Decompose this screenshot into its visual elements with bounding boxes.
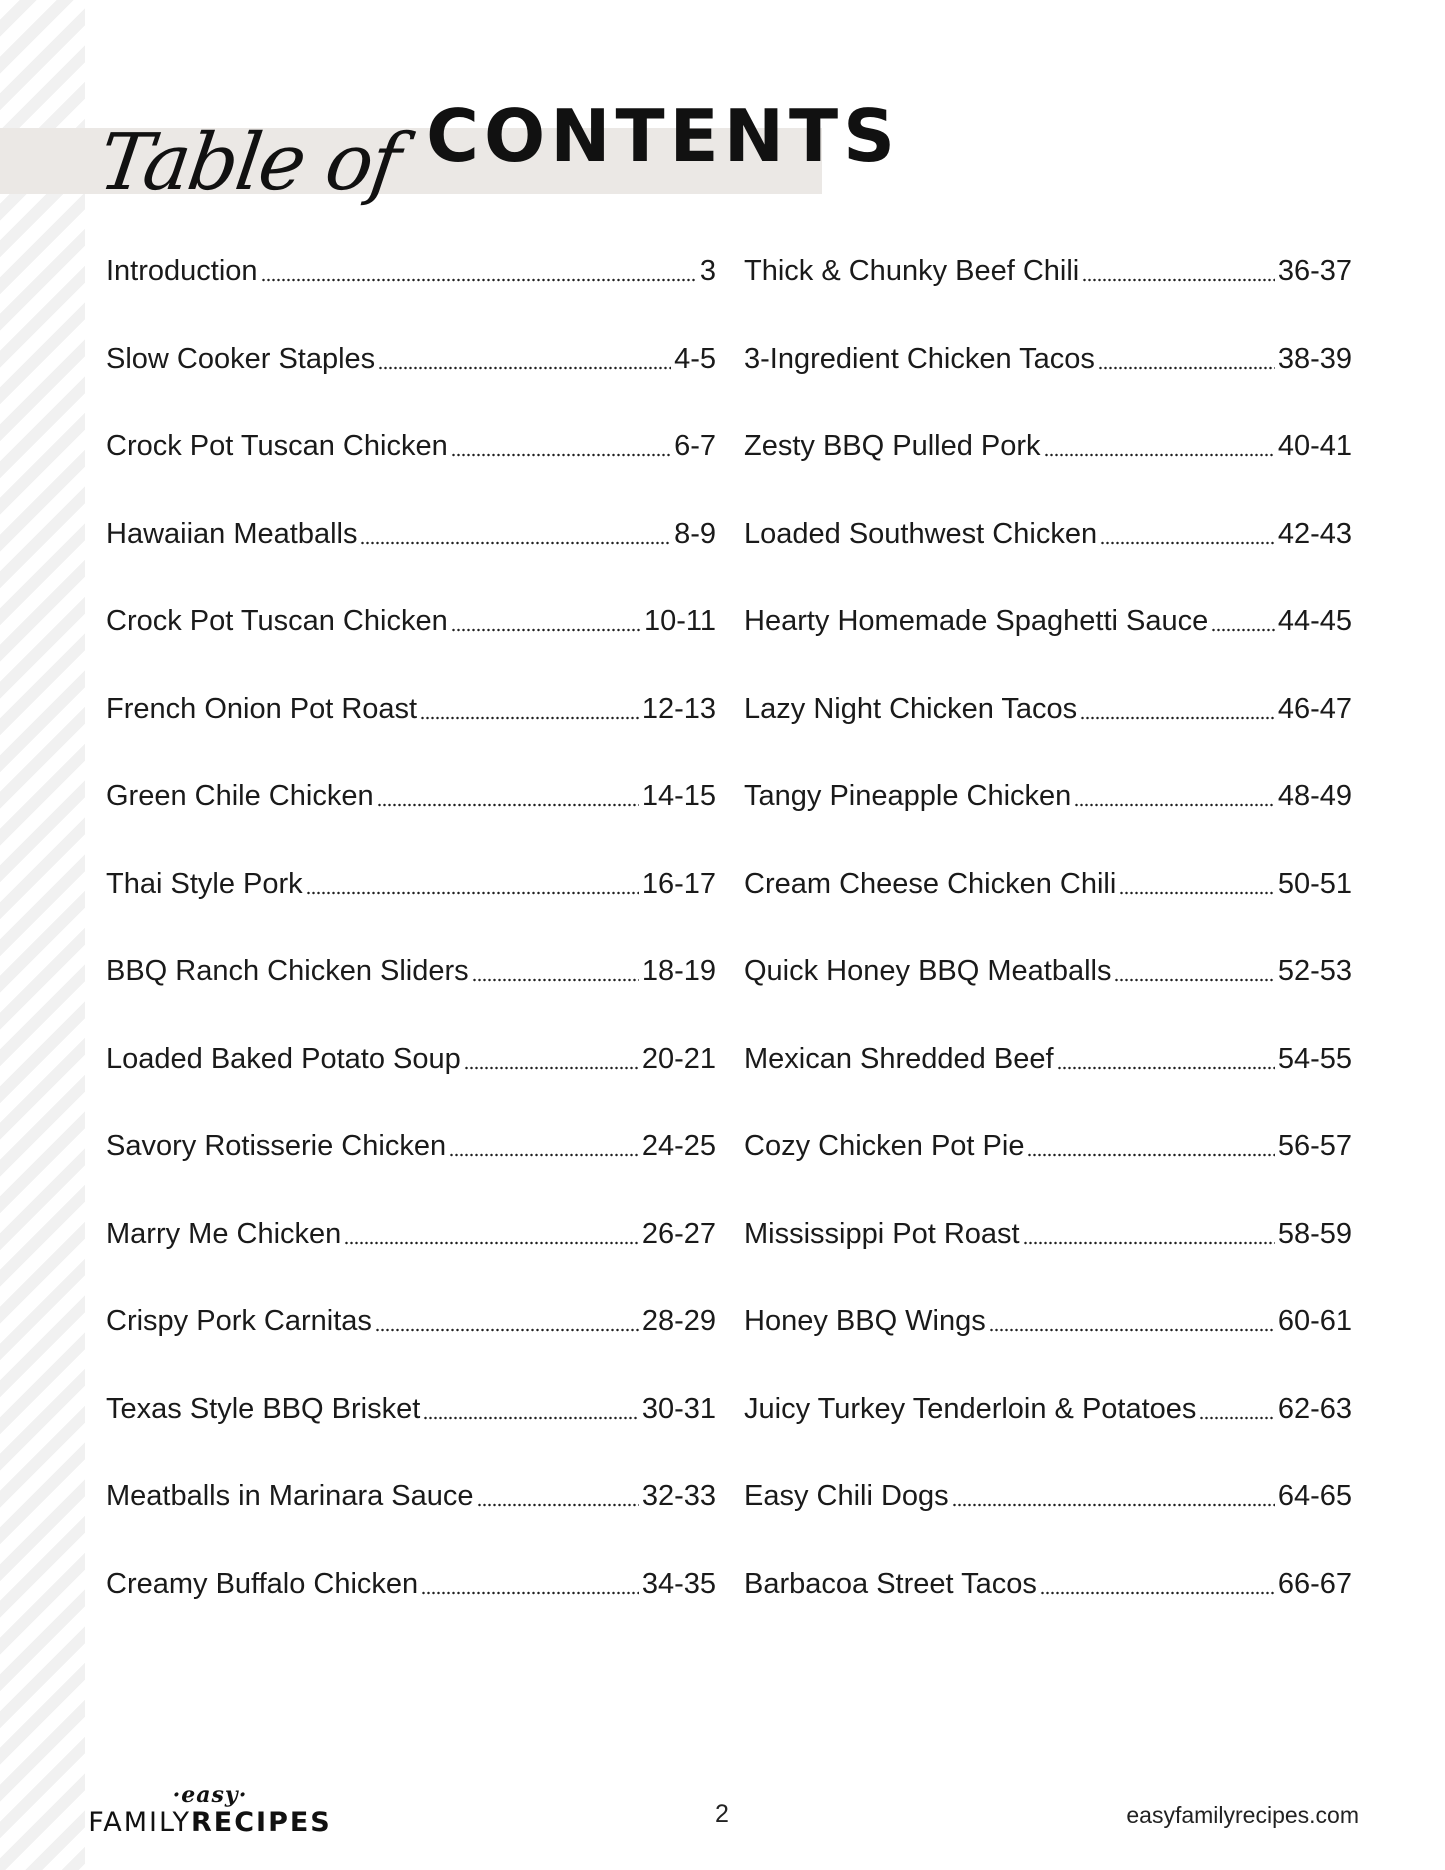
toc-entry-page: 34-35 xyxy=(641,1567,716,1600)
toc-entry xyxy=(744,778,1352,866)
toc-entry-title: Loaded Baked Potato Soup xyxy=(106,1042,461,1075)
toc-entry-title: Hearty Homemade Spaghetti Sauce xyxy=(744,605,1209,637)
toc-entry xyxy=(744,866,1352,954)
dot-leader xyxy=(1211,628,1275,632)
toc-entry xyxy=(106,428,716,516)
toc-entry xyxy=(744,603,1352,691)
dot-leader xyxy=(1080,716,1275,720)
toc-entry xyxy=(106,778,716,866)
dot-leader xyxy=(1044,453,1275,457)
logo-easy: ·easy· xyxy=(172,1782,248,1808)
toc-entry xyxy=(744,1128,1352,1216)
toc-entry-title: French Onion Pot Roast xyxy=(106,692,418,725)
dot-leader xyxy=(306,891,639,895)
title-script: Table of xyxy=(93,118,405,208)
toc-entry-page: 6-7 xyxy=(674,430,716,462)
toc-entry-page: 54-55 xyxy=(1277,1042,1352,1075)
dot-leader xyxy=(1057,1066,1275,1070)
dot-leader xyxy=(378,366,671,370)
dot-leader xyxy=(1074,803,1275,807)
dot-leader xyxy=(261,278,697,282)
toc-entry-page: 50-51 xyxy=(1277,867,1352,900)
toc-entry xyxy=(106,1391,716,1479)
dot-leader xyxy=(375,1328,639,1332)
toc-entry xyxy=(106,603,716,691)
toc-entry-title: Green Chile Chicken xyxy=(106,780,374,812)
dot-leader xyxy=(1098,366,1275,370)
footer-url: easyfamilyrecipes.com xyxy=(1126,1802,1359,1828)
toc-entry-title: Introduction xyxy=(106,255,258,287)
toc-entry xyxy=(744,1391,1352,1479)
toc-entry-page: 40-41 xyxy=(1277,430,1352,462)
dot-leader xyxy=(423,1416,639,1420)
dot-leader xyxy=(1199,1416,1274,1420)
dot-leader xyxy=(464,1066,639,1070)
dot-leader xyxy=(360,541,671,545)
toc-entry-title: Savory Rotisserie Chicken xyxy=(106,1130,447,1162)
dot-leader xyxy=(1100,541,1275,545)
toc-entry-title: Tangy Pineapple Chicken xyxy=(744,780,1072,812)
dot-leader xyxy=(1119,891,1275,895)
dot-leader xyxy=(1027,1153,1274,1157)
toc-entry-page: 18-19 xyxy=(641,955,716,987)
toc-entry-title: Barbacoa Street Tacos xyxy=(744,1567,1037,1600)
toc-entry xyxy=(106,253,716,341)
toc-entry-page: 14-15 xyxy=(641,780,716,812)
toc-entry-page: 56-57 xyxy=(1277,1130,1352,1162)
toc-entry-title: Zesty BBQ Pulled Pork xyxy=(744,430,1041,462)
toc-entry-page: 12-13 xyxy=(641,692,716,725)
toc-entry-page: 58-59 xyxy=(1277,1217,1352,1250)
toc-entry xyxy=(106,1216,716,1304)
toc-entry xyxy=(106,953,716,1041)
dot-leader xyxy=(420,716,639,720)
dot-leader xyxy=(421,1591,639,1595)
toc-entry-title: Mississippi Pot Roast xyxy=(744,1217,1020,1250)
toc-entry-title: Quick Honey BBQ Meatballs xyxy=(744,955,1112,987)
title-bold: CONTENTS xyxy=(426,94,900,178)
toc-entry xyxy=(744,1041,1352,1129)
toc-entry xyxy=(744,253,1352,341)
toc-entry xyxy=(744,341,1352,429)
toc-entry-title: Lazy Night Chicken Tacos xyxy=(744,692,1078,725)
toc-entry-page: 28-29 xyxy=(641,1305,716,1337)
toc-entry-page: 3 xyxy=(699,255,716,287)
toc-entry-title: Cozy Chicken Pot Pie xyxy=(744,1130,1025,1162)
toc-entry-title: Honey BBQ Wings xyxy=(744,1305,986,1337)
toc-entry xyxy=(106,866,716,954)
logo-family: FAMILY xyxy=(88,1807,191,1838)
logo-wordmark xyxy=(82,1808,338,1838)
toc-entry-page: 42-43 xyxy=(1277,517,1352,550)
toc-column-right xyxy=(744,253,1352,1653)
toc-column-left xyxy=(106,253,716,1653)
toc-entry-page: 62-63 xyxy=(1277,1392,1352,1425)
dot-leader xyxy=(472,978,639,982)
toc-entry-page: 66-67 xyxy=(1277,1567,1352,1600)
toc-entry-page: 52-53 xyxy=(1277,955,1352,987)
dot-leader xyxy=(1023,1241,1275,1245)
logo-recipes: RECIPES xyxy=(190,1807,332,1838)
toc-entry-title: Hawaiian Meatballs xyxy=(106,517,358,550)
toc-entry-title: Texas Style BBQ Brisket xyxy=(106,1392,421,1425)
toc-entry xyxy=(106,341,716,429)
toc-entry-title: Crispy Pork Carnitas xyxy=(106,1305,372,1337)
toc-entry xyxy=(106,1303,716,1391)
toc-entry xyxy=(106,1478,716,1566)
toc-entry-title: Mexican Shredded Beef xyxy=(744,1042,1054,1075)
toc-entry-page: 10-11 xyxy=(643,605,716,637)
dot-leader xyxy=(1114,978,1274,982)
toc-entry-title: 3-Ingredient Chicken Tacos xyxy=(744,342,1095,375)
toc-entry xyxy=(744,516,1352,604)
toc-entry-page: 60-61 xyxy=(1277,1305,1352,1337)
dot-leader xyxy=(344,1241,639,1245)
toc-entry-page: 48-49 xyxy=(1277,780,1352,812)
toc-entry-title: Thick & Chunky Beef Chili xyxy=(744,255,1080,287)
toc-entry-title: Meatballs in Marinara Sauce xyxy=(106,1480,474,1512)
toc-entry-page: 16-17 xyxy=(641,867,716,900)
decorative-stripes xyxy=(0,0,85,1870)
page-number: 2 xyxy=(715,1800,729,1828)
toc-entry-page: 20-21 xyxy=(641,1042,716,1075)
toc-entry-page: 64-65 xyxy=(1277,1480,1352,1512)
page-title xyxy=(93,92,900,208)
dot-leader xyxy=(451,628,641,632)
toc-entry-title: Cream Cheese Chicken Chili xyxy=(744,867,1117,900)
toc-entry-page: 4-5 xyxy=(674,342,716,375)
dot-leader xyxy=(952,1503,1275,1507)
toc-entry-page: 8-9 xyxy=(674,517,716,550)
toc-entry-title: Easy Chili Dogs xyxy=(744,1480,949,1512)
toc-entry-page: 38-39 xyxy=(1277,342,1352,375)
toc-entry xyxy=(744,1478,1352,1566)
toc-entry xyxy=(106,691,716,779)
toc-entry-page: 36-37 xyxy=(1277,255,1352,287)
toc-entry-title: Crock Pot Tuscan Chicken xyxy=(106,430,448,462)
dot-leader xyxy=(1040,1591,1275,1595)
dot-leader xyxy=(449,1153,639,1157)
toc-entry-title: Juicy Turkey Tenderloin & Potatoes xyxy=(744,1392,1197,1425)
toc-entry xyxy=(106,516,716,604)
toc-entry xyxy=(106,1566,716,1654)
toc-entry-title: Slow Cooker Staples xyxy=(106,342,376,375)
toc-entry-title: BBQ Ranch Chicken Sliders xyxy=(106,955,469,987)
toc-entry-title: Marry Me Chicken xyxy=(106,1217,342,1250)
toc-entry xyxy=(744,1566,1352,1654)
toc-entry xyxy=(106,1041,716,1129)
brand-logo xyxy=(82,1784,338,1838)
toc-entry xyxy=(744,953,1352,1041)
dot-leader xyxy=(477,1503,639,1507)
toc-entry-page: 32-33 xyxy=(641,1480,716,1512)
toc-entry xyxy=(744,428,1352,516)
toc-entry xyxy=(106,1128,716,1216)
toc-entry-title: Crock Pot Tuscan Chicken xyxy=(106,605,448,637)
dot-leader xyxy=(989,1328,1275,1332)
toc-entry-title: Creamy Buffalo Chicken xyxy=(106,1567,419,1600)
toc-entry-page: 26-27 xyxy=(641,1217,716,1250)
toc-entry-page: 46-47 xyxy=(1277,692,1352,725)
toc-entry-page: 24-25 xyxy=(641,1130,716,1162)
dot-leader xyxy=(1082,278,1275,282)
dot-leader xyxy=(451,453,671,457)
dot-leader xyxy=(377,803,639,807)
toc-entry xyxy=(744,1303,1352,1391)
toc-entry xyxy=(744,1216,1352,1304)
toc-entry-title: Thai Style Pork xyxy=(106,867,303,900)
toc-entry xyxy=(744,691,1352,779)
toc-entry-page: 44-45 xyxy=(1277,605,1352,637)
toc-entry-title: Loaded Southwest Chicken xyxy=(744,517,1098,550)
toc-entry-page: 30-31 xyxy=(641,1392,716,1425)
